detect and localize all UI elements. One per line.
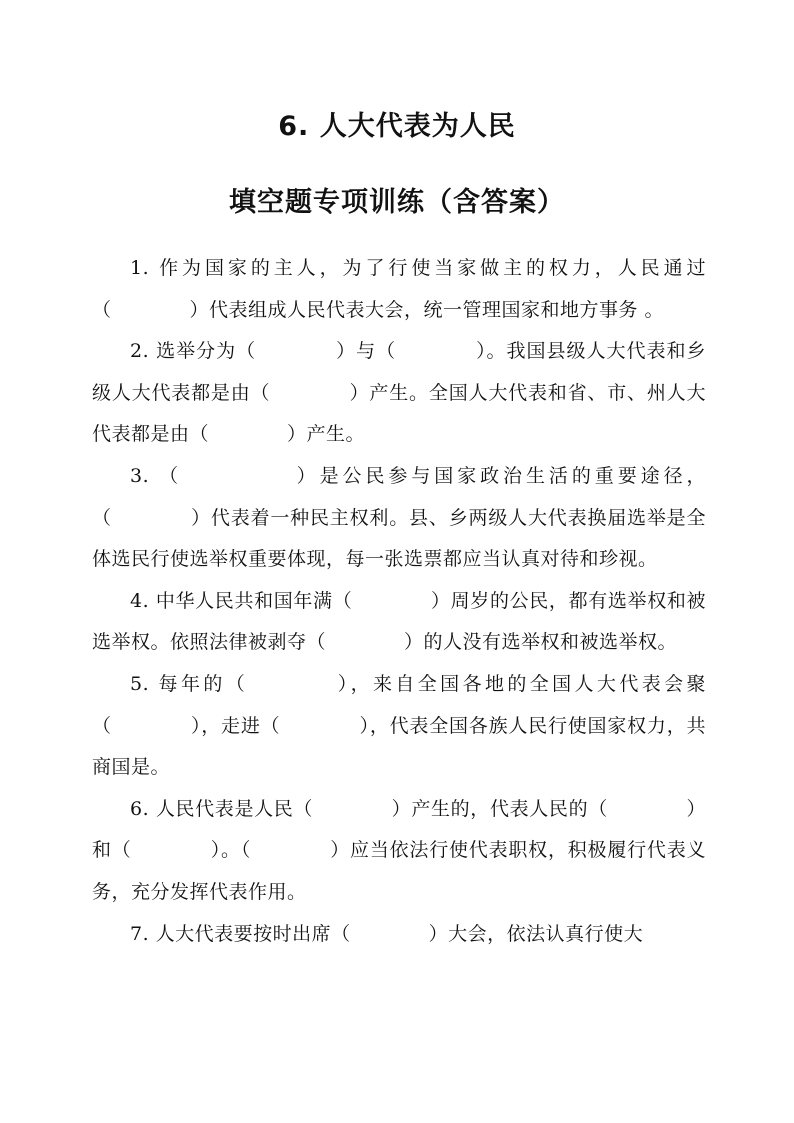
question-3: 3. （ ）是公民参与国家政治生活的重要途径，（ ）代表着一种民主权利。县、乡两级人大代表换届选举是全体选民行使选举权重要体现，每一张选票都应当认真对待和珍视。: [92, 464, 706, 571]
question-list: [92, 248, 706, 955]
question-1: 1. 作为国家的主人，为了行使当家做主的权力，人民通过（ ）代表组成人民代表大会，统一管理国家和地方事务 。: [92, 257, 706, 321]
document-title: 6. 人大代表为人民: [278, 111, 516, 142]
document-subtitle: 填空题专项训练（含答案）: [229, 187, 565, 218]
question-6: 6. 人民代表是人民（ ）产生的，代表人民的（ ）和（ ）。（ ）应当依法行使代表职权，积极履行代表义务，充分发挥代表作用。: [92, 797, 706, 903]
question-2: 2. 选举分为（ ）与（ ）。我国县级人大代表和乡级人大代表都是由（ ）产生。全国人大代表和省、市、州人大代表都是由（ ）产生。: [92, 340, 706, 446]
question-4: 4. 中华人民共和国年满（ ）周岁的公民，都有选举权和被选举权。依照法律被剥夺（ ）的人没有选举权和被选举权。: [92, 589, 706, 654]
question-5: 5. 每年的（ ），来自全国各地的全国人大代表会聚（ ），走进（ ），代表全国各族人民行使国家权力，共商国是。: [92, 672, 706, 779]
question-7: 7. 人大代表要按时出席（ ）大会，依法认真行使大: [130, 922, 644, 945]
